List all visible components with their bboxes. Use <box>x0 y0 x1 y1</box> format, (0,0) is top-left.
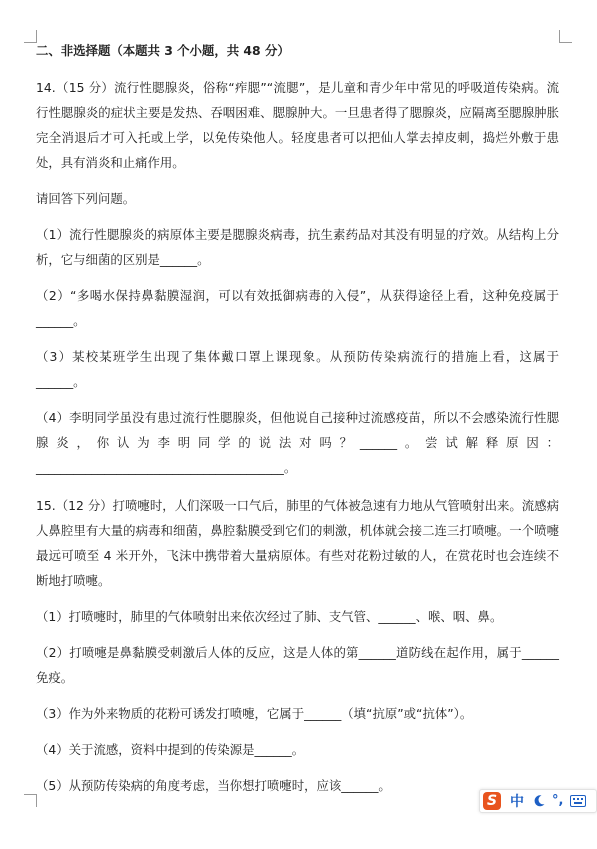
q14-sub1: （1）流行性腮腺炎的病原体主要是腮腺炎病毒，抗生素药品对其没有明显的疗效。从结构上分析，它与细菌的区别是______。 <box>36 227 559 267</box>
q14-sub4: （4）李明同学虽没有患过流行性腮腺炎，但他说自己接种过流感疫苗，所以不会感染流行性腮腺炎，你认为李明同学的说法对吗？______。尝试解释原因： <box>36 410 559 450</box>
sogou-logo-icon[interactable]: S <box>483 792 501 810</box>
keyboard-icon[interactable] <box>570 795 586 807</box>
q14-intro: 14.（15 分）流行性腮腺炎，俗称“痄腮”“流腮”，是儿童和青少年中常见的呼吸道传染病。流行性腮腺炎的症状主要是发热、吞咽困难、腮腺肿大。一旦患者得了腮腺炎，应隔离至腮腺肿胀完全消退后才可入托或上学，以免传染他人。轻度患者可以把仙人掌去掉皮刺，捣烂外敷于患处，具有消炎和止痛作用。 <box>36 80 559 170</box>
q15-sub3: （3）作为外来物质的花粉可诱发打喷嚏，它属于______（填“抗原”或“抗体”）。 <box>36 706 473 721</box>
q15-sub4: （4）关于流感，资料中提到的传染源是______。 <box>36 742 305 757</box>
q15-intro: 15.（12 分）打喷嚏时，人们深吸一口气后，肺里的气体被急速有力地从气管喷射出来。流感病人鼻腔里有大量的病毒和细菌，鼻腔黏膜受到它们的刺激，机体就会接二连三打喷嚏。一个喷嚏最远可喷至 4 米开外，飞沫中携带着大量病原体。有些对花粉过敏的人，在赏花时也会连续不断地打喷嚏。 <box>36 498 559 588</box>
document-body[interactable] <box>36 40 559 809</box>
q14-sub4-answer-line: ________________________________________。 <box>36 460 297 475</box>
q14-sub2: （2）“多喝水保持鼻黏膜湿润，可以有效抵御病毒的入侵”，从获得途径上看，这种免疫属于______。 <box>36 288 559 328</box>
q15-sub2: （2）打喷嚏是鼻黏膜受刺激后人体的反应，这是人体的第______道防线在起作用，属于______免疫。 <box>36 645 559 685</box>
ime-toolbar[interactable] <box>479 789 597 813</box>
input-mode-toggle[interactable]: 中 <box>510 794 524 810</box>
section-heading: 二、非选择题（本题共 3 个小题，共 48 分） <box>36 43 290 58</box>
q15-sub5: （5）从预防传染病的角度考虑，当你想打喷嚏时，应该______。 <box>36 778 391 793</box>
moon-icon[interactable] <box>532 794 546 808</box>
punctuation-icon[interactable]: °, <box>552 793 564 808</box>
q15-sub1: （1）打喷嚏时，肺里的气体喷射出来依次经过了肺、支气管、______、喉、咽、鼻。 <box>36 609 503 624</box>
q14-prompt: 请回答下列问题。 <box>36 191 136 206</box>
q14-sub3: （3）某校某班学生出现了集体戴口罩上课现象。从预防传染病流行的措施上看，这属于______。 <box>36 349 559 389</box>
crop-mark-top-right <box>559 30 572 43</box>
